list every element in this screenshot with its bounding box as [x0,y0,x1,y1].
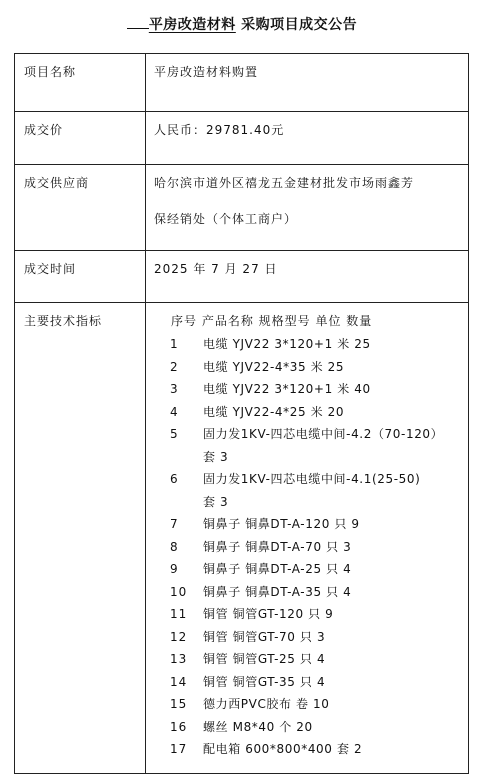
spec-item-text: 铜鼻子 铜鼻DT-A-25 只 4 [203,562,352,576]
row-supplier [15,165,469,251]
supplier-value-line1: 哈尔滨市道外区禧龙五金建材批发市场雨鑫芳 [154,176,415,190]
spec-item-number: 3 [170,382,179,396]
spec-item-text: 铜鼻子 铜鼻DT-A-120 只 9 [203,517,360,531]
spec-item-text: 固力发1KV-四芯电缆中间-4.1(25-50) [203,472,421,486]
spec-item-number: 4 [170,404,179,419]
supplier-value-line2: 保经销处（个体工商户） [154,212,298,226]
spec-item-text: 铜鼻子 铜鼻DT-A-70 只 3 [203,539,352,554]
spec-item [154,581,468,604]
spec-item-text: 铜管 铜管GT-35 只 4 [203,674,326,689]
spec-item-number: 9 [170,562,179,576]
spec-item-number: 1 [170,337,179,351]
spec-item-text: 铜管 铜管GT-70 只 3 [203,629,326,644]
supplier-label: 成交供应商 [15,165,146,251]
spec-item-text: 固力发1KV-四芯电缆中间-4.2（70-120） [203,427,444,441]
time-value: 2025 年 7 月 27 日 [146,251,469,303]
title-underline-lead [127,16,149,29]
spec-item-number: 15 [170,697,188,711]
spec-item-text: 螺丝 M8*40 个 20 [203,719,313,734]
spec-item-text: 电缆 YJV22-4*35 米 25 [203,359,345,374]
spec-item [154,378,468,401]
spec-item [154,626,468,649]
spec-item-number: 14 [170,674,188,689]
spec-item-text: 铜管 铜管GT-120 只 9 [203,607,334,621]
spec-item-number: 11 [170,607,188,621]
spec-item [154,536,468,559]
time-label: 成交时间 [15,251,146,303]
spec-item-number: 7 [170,517,179,531]
spec-item-text: 电缆 YJV22-4*25 米 20 [203,404,345,419]
row-project-name [15,54,469,112]
spec-item [154,671,468,694]
spec-item-number: 5 [170,427,179,441]
spec-item [154,513,468,536]
spec-item [154,738,468,761]
spec-item [154,558,468,581]
spec-item [154,401,468,424]
spec-item-text: 电缆 YJV22 3*120+1 米 25 [203,337,371,351]
spec-item [154,333,468,356]
price-label: 成交价 [15,112,146,165]
spec-item-number: 16 [170,719,188,734]
document-title [0,14,484,34]
title-rest: 采购项目成交公告 [235,17,358,33]
spec-item [154,468,468,491]
spec-item-number: 2 [170,359,179,374]
spec-item-number: 12 [170,629,188,644]
spec-item [154,603,468,626]
spec-item [154,423,468,446]
spec-item-continuation: 套 3 [203,449,229,464]
spec-item-number: 17 [170,742,188,756]
spec-item-text: 铜管 铜管GT-25 只 4 [203,652,326,666]
project-name-label: 项目名称 [15,54,146,112]
specs-list [154,333,468,761]
spec-item-number: 8 [170,539,179,554]
spec-item-number: 13 [170,652,188,666]
spec-item-number: 6 [170,472,179,486]
row-price [15,112,469,165]
spec-item [154,716,468,739]
spec-item [154,693,468,716]
project-name-value: 平房改造材料购置 [146,54,469,112]
supplier-value [146,165,469,251]
spec-item-text: 德力西PVC胶布 卷 10 [203,697,330,711]
row-specs [15,303,469,774]
row-time [15,251,469,303]
title-underlined-part: 平房改造材料 [148,17,236,33]
spec-item-number: 10 [170,584,188,599]
specs-value [146,303,469,774]
price-value: 人民币：29781.40元 [146,112,469,165]
spec-item-text: 铜鼻子 铜鼻DT-A-35 只 4 [203,584,352,599]
specs-label: 主要技术指标 [15,303,146,774]
spec-item-text: 电缆 YJV22 3*120+1 米 40 [203,382,371,396]
spec-item-continuation: 套 3 [203,494,229,509]
specs-header: 序号 产品名称 规格型号 单位 数量 [171,314,373,328]
announcement-table [14,53,469,774]
spec-item [154,356,468,379]
spec-item-text: 配电箱 600*800*400 套 2 [203,742,363,756]
spec-item [154,648,468,671]
